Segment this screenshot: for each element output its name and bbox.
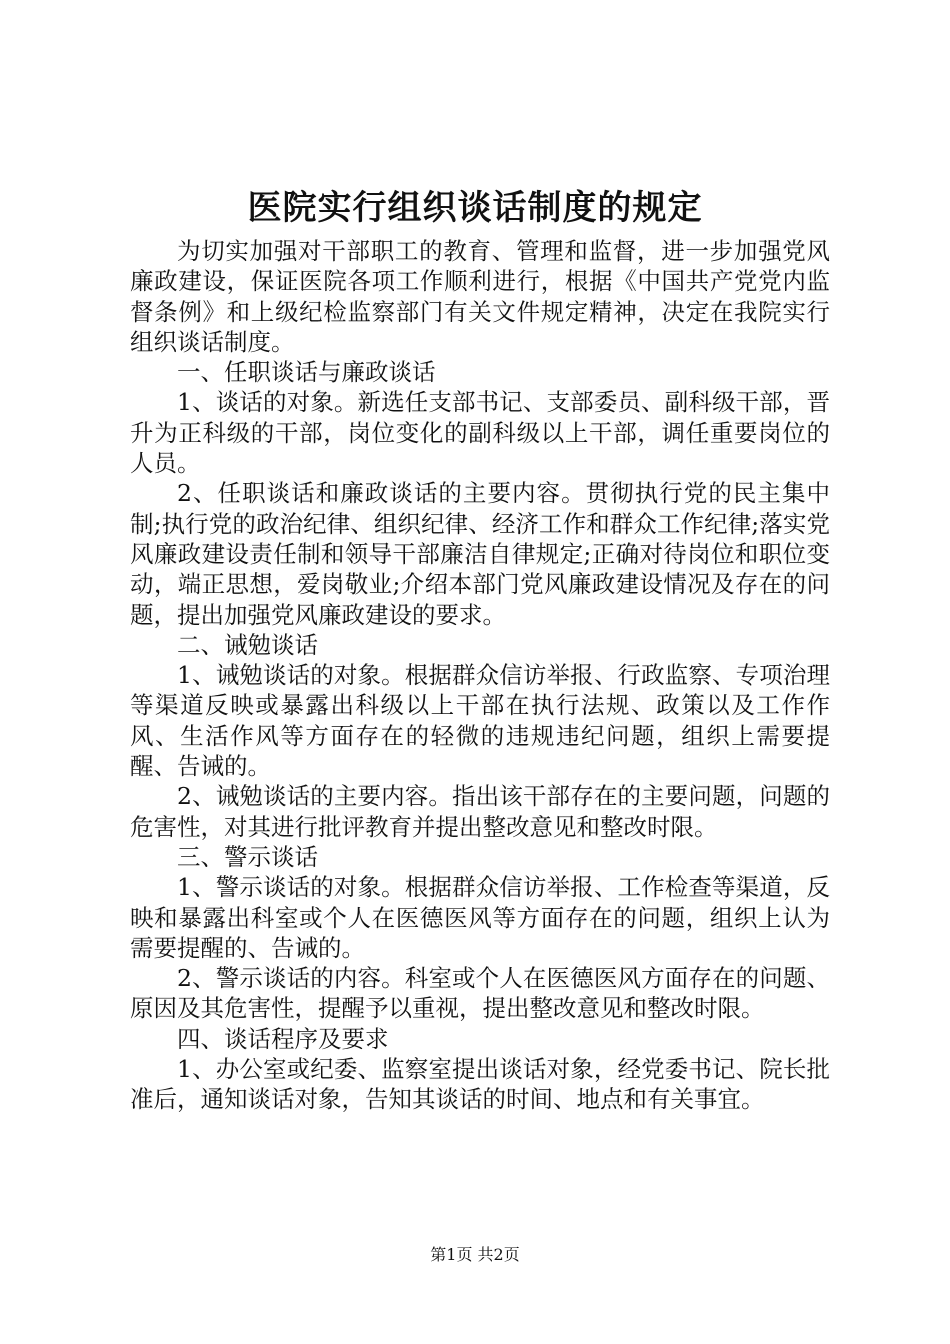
section-3-item-1: 1、警示谈话的对象。根据群众信访举报、工作检查等渠道，反映和暴露出科室或个人在医德医风等方面存在的问题，组织上认为需要提醒的、告诫的。	[130, 873, 830, 962]
section-1-item-2: 2、任职谈话和廉政谈话的主要内容。贯彻执行党的民主集中制;执行党的政治纪律、组织纪律、经济工作和群众工作纪律;落实党风廉政建设责任制和领导干部廉洁自律规定;正确对待岗位和职位变动，端正思想，爱岗敬业;介绍本部门党风廉政建设情况及存在的问题，提出加强党风廉政建设的要求。	[130, 479, 830, 629]
section-heading-1: 一、任职谈话与廉政谈话	[177, 358, 436, 387]
intro-paragraph: 为切实加强对干部职工的教育、管理和监督，进一步加强党风廉政建设，保证医院各项工作顺利进行，根据《中国共产党党内监督条例》和上级纪检监察部门有关文件规定精神，决定在我院实行组织谈话制度。	[130, 237, 830, 356]
page-footer: 第1页 共2页	[430, 1245, 520, 1264]
section-2-item-2: 2、诫勉谈话的主要内容。指出该干部存在的主要问题，问题的危害性，对其进行批评教育并提出整改意见和整改时限。	[130, 782, 830, 841]
section-3-item-2: 2、警示谈话的内容。科室或个人在医德医风方面存在的问题、原因及其危害性，提醒予以重视，提出整改意见和整改时限。	[130, 964, 830, 1023]
section-2-item-1: 1、诫勉谈话的对象。根据群众信访举报、行政监察、专项治理等渠道反映或暴露出科级以上干部在执行法规、政策以及工作作风、生活作风等方面存在的轻微的违规违纪问题，组织上需要提醒、告诫的。	[130, 661, 830, 781]
section-heading-4: 四、谈话程序及要求	[177, 1024, 389, 1053]
section-heading-2: 二、诫勉谈话	[177, 630, 318, 659]
section-heading-3: 三、警示谈话	[177, 842, 318, 871]
section-4-item-1: 1、办公室或纪委、监察室提出谈话对象，经党委书记、院长批准后，通知谈话对象，告知其谈话的时间、地点和有关事宜。	[130, 1055, 830, 1114]
document-body	[130, 236, 830, 1115]
section-1-item-1: 1、谈话的对象。新选任支部书记、支部委员、副科级干部，晋升为正科级的干部，岗位变化的副科级以上干部，调任重要岗位的人员。	[130, 388, 830, 478]
document-title: 医院实行组织谈话制度的规定	[247, 188, 703, 228]
